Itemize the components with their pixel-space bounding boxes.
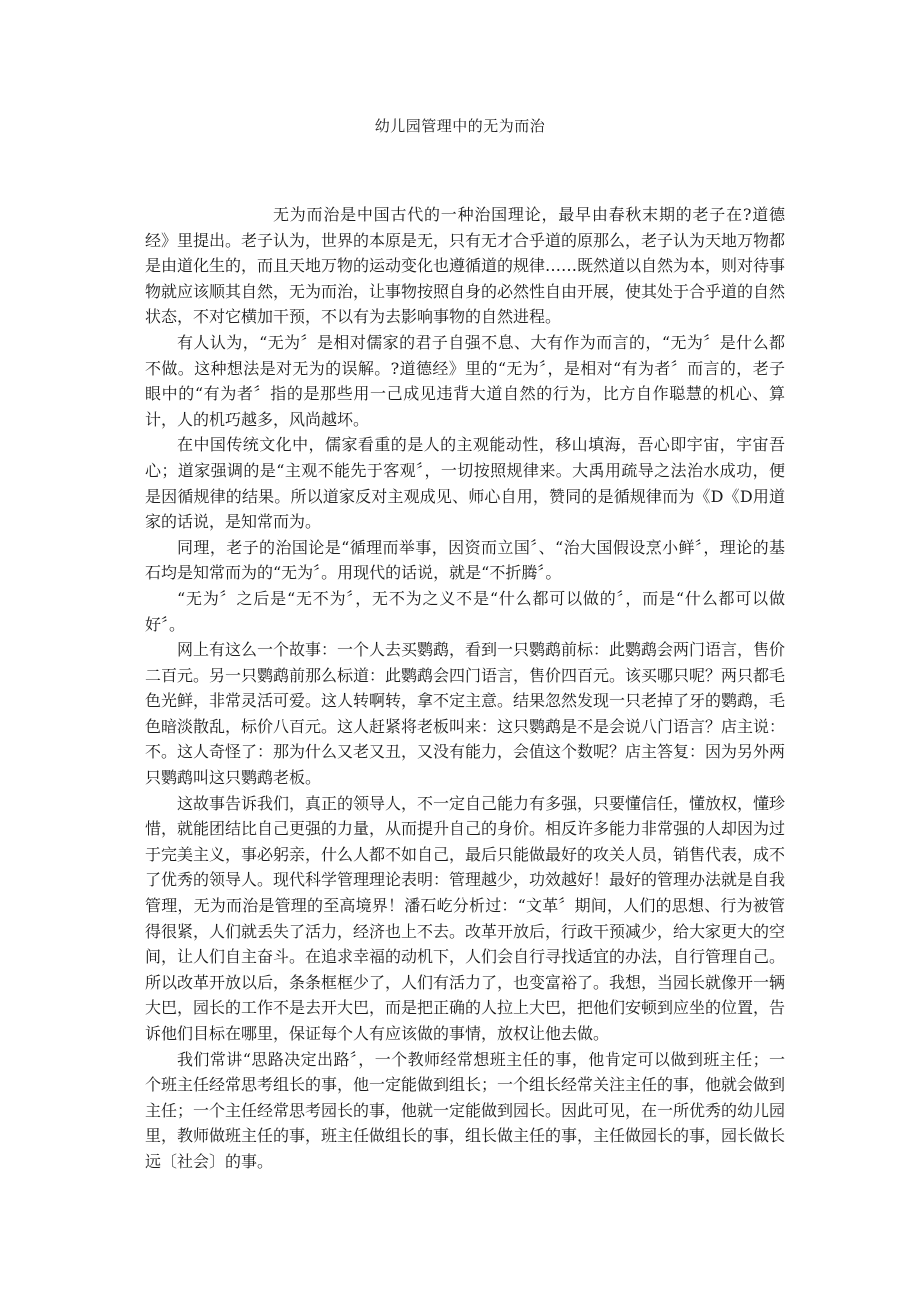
paragraph: 网上有这么一个故事：一个人去买鹦鹉，看到一只鹦鹉前标：此鹦鹉会两门语言，售价二百元。另一只鹦鹉前那么标道：此鹦鹉会四门语言，售价四百元。该买哪只呢？两只都毛色光鲜，非常灵活可爱。这人转啊转，拿不定主意。结果忽然发现一只老掉了牙的鹦鹉，毛色暗淡散乱，标价八百元。这人赶紧将老板叫来：这只鹦鹉是不是会说八门语言？店主说：不。这人奇怪了：那为什么又老又丑，又没有能力，会值这个数呢？店主答复：因为另外两只鹦鹉叫这只鹦鹉老板。 [145,640,786,788]
document-body [145,202,785,1175]
paragraph: “无为〞之后是“无不为〞，无不为之义不是“什么都可以做的〞，而是“什么都可以做好〞。 [145,588,785,634]
document-title: 幼儿园管理中的无为而治 [374,117,546,135]
paragraph: 同理，老子的治国论是“循理而举事，因资而立国〞、“治大国假设烹小鲜〞，理论的基石均是知常而为的“无为〞。用现代的话说，就是“不折腾〞。 [145,537,785,583]
paragraph: 在中国传统文化中，儒家看重的是人的主观能动性，移山填海，吾心即宇宙，宇宙吾心；道家强调的是“主观不能先于客观〞，一切按照规律来。大禹用疏导之法治水成功，便是因循规律的结果。所以道家反对主观成见、师心自用，赞同的是循规律而为《D《D用道家的话说，是知常而为。 [145,435,785,532]
paragraph: 这故事告诉我们，真正的领导人，不一定自己能力有多强，只要懂信任，懂放权，懂珍惜，就能团结比自己更强的力量，从而提升自己的身价。相反许多能力非常强的人却因为过于完美主义，事必躬亲，什么人都不如自己，最后只能做最好的攻关人员，销售代表，成不了优秀的领导人。现代科学管理理论表明：管理越少，功效越好！最好的管理办法就是自我管理，无为而治是管理的至高境界！潘石屹分析过：“文革〞期间，人们的思想、行为被管得很紧，人们就丢失了活力，经济也上不去。改革开放后，行政干预减少，给大家更大的空间，让人们自主奋斗。在追求幸福的动机下，人们会自行寻找适宜的办法，自行管理自己。所以改革开放以后，条条框框少了，人们有活力了，也变富裕了。我想，当园长就像开一辆大巴，园长的工作不是去开大巴，而是把正确的人拉上大巴，把他们安顿到应坐的位置，告诉他们目标在哪里，保证每个人有应该做的事情，放权让他去做。 [145,793,786,1043]
paragraph: 有人认为，“无为〞是相对儒家的君子自强不息、大有作为而言的，“无为〞是什么都不做。这种想法是对无为的误解。?道德经》里的“无为〞，是相对“有为者〞而言的，老子眼中的“有为者〞指的是那些用一己成见违背大道自然的行为，比方自作聪慧的机心、算计，人的机巧越多，风尚越坏。 [145,332,785,429]
paragraph: 无为而治是中国古代的一种治国理论，最早由春秋末期的老子在?道德经》里提出。老子认为，世界的本原是无，只有无才合乎道的原那么，老子认为天地万物都是由道化生的，而且天地万物的运动变化也遵循道的规律……既然道以自然为本，则对待事物就应该顺其自然，无为而治，让事物按照自身的必然性自由开展，使其处于合乎道的自然状态，不对它横加干预，不以有为去影响事物的自然进程。 [145,205,786,327]
paragraph: 我们常讲“思路决定出路〞，一个教师经常想班主任的事，他肯定可以做到班主任；一个班主任经常思考组长的事，他一定能做到组长；一个组长经常关注主任的事，他就会做到主任；一个主任经常思考园长的事，他就一定能做到园长。因此可见，在一所优秀的幼儿园里，教师做班主任的事，班主任做组长的事，组长做主任的事，主任做园长的事，园长做长远〔社会〕的事。 [145,1049,786,1171]
